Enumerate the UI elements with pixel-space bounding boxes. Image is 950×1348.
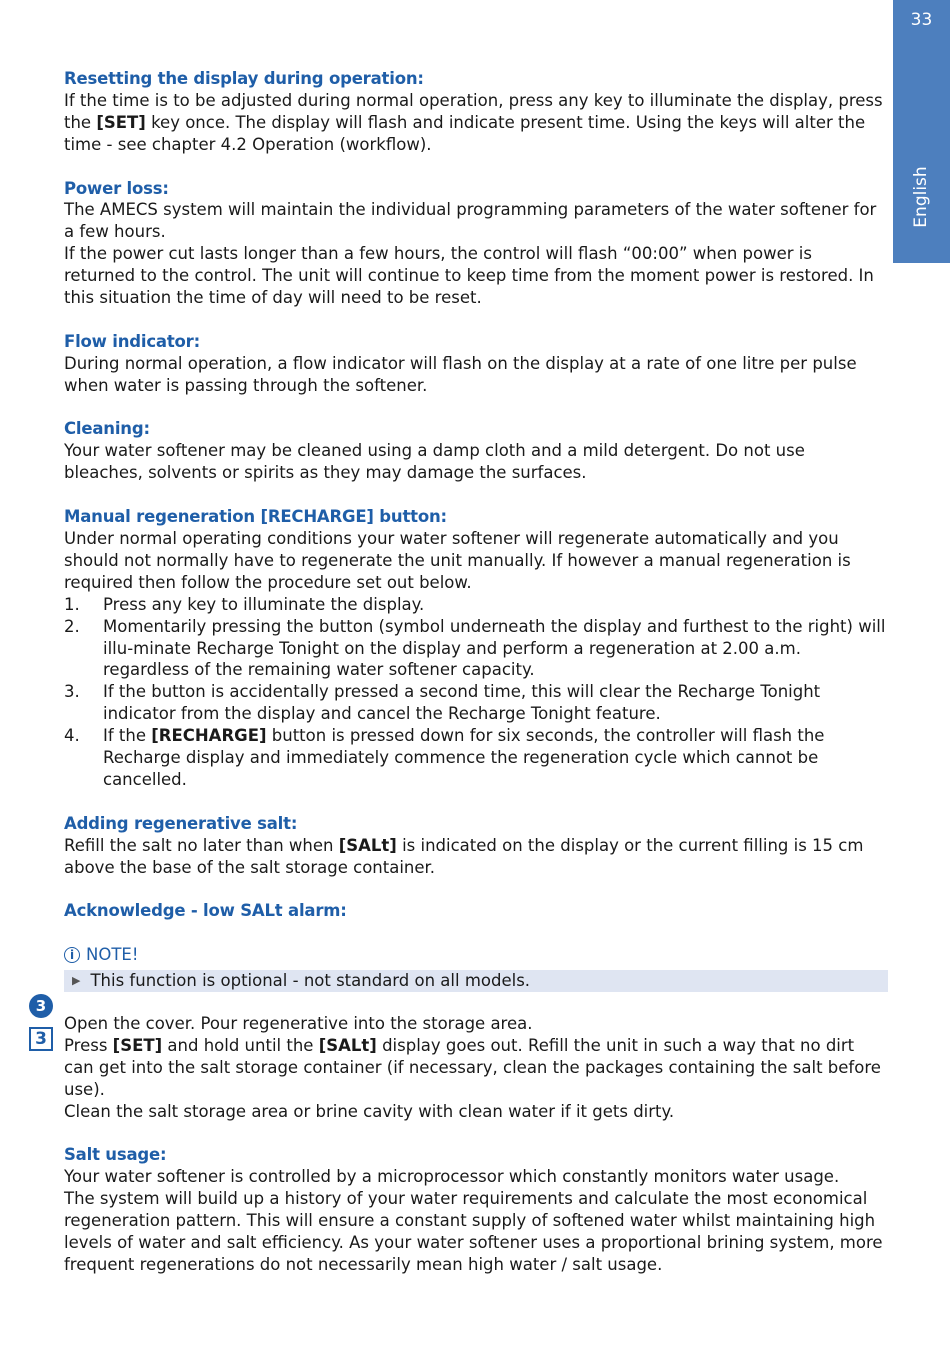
- key-label: [SALt]: [318, 1035, 377, 1055]
- section-cleaning: [64, 418, 888, 484]
- step-text: button is pressed down for six seconds, the controller will flash the Recharge display and immediately commence the regeneration cycle which cannot be cancelled.: [103, 726, 825, 789]
- note-header: [64, 944, 888, 966]
- paragraph: During normal operation, a flow indicator will flash on the display at a rate of one litre per pulse when water is passing through the softener.: [64, 353, 857, 395]
- step-badge-square: 3: [29, 1027, 53, 1051]
- note-label: NOTE!: [86, 945, 139, 965]
- paragraph: [64, 1035, 888, 1101]
- step-text: If the: [103, 726, 152, 746]
- section-power-loss: [64, 178, 888, 309]
- step-text: Press any key to illuminate the display.: [103, 594, 425, 614]
- text: key once. The display will flash and indicate present time. Using the keys will alter the time - see chapter 4.2 Operation (workflow).: [64, 112, 866, 154]
- paragraph: Your water softener may be cleaned using a damp cloth and a mild detergent. Do not use bleaches, solvents or spirits as they may damage the surfaces.: [64, 441, 805, 483]
- step-number: 4.: [64, 726, 80, 746]
- section-heading: Resetting the display during operation:: [64, 69, 424, 88]
- section-adding-salt: [64, 813, 888, 879]
- step-number: 1.: [64, 594, 80, 614]
- section-acknowledge: [64, 900, 888, 1122]
- key-label: [SALt]: [338, 835, 397, 855]
- info-icon: i: [64, 947, 80, 963]
- list-item: [64, 681, 888, 725]
- section-salt-usage: [64, 1144, 888, 1275]
- text: Refill the salt no later than when: [64, 835, 339, 855]
- paragraph: Your water softener is controlled by a microprocessor which constantly monitors water usage.: [64, 1167, 840, 1187]
- list-item: [64, 594, 888, 616]
- page-content: [64, 68, 888, 1298]
- key-label: [RECHARGE]: [151, 726, 267, 746]
- procedure-list: [64, 594, 888, 791]
- section-heading: Cleaning:: [64, 419, 150, 439]
- paragraph: [64, 90, 888, 156]
- section-resetting: [64, 68, 888, 156]
- note-box: [64, 970, 888, 992]
- section-heading: Adding regenerative salt:: [64, 813, 298, 833]
- step-text: If the button is accidentally pressed a second time, this will clear the Recharge Tonight indicator from the display and cancel the Recharge Tonight feature.: [103, 682, 821, 724]
- paragraph: [64, 835, 888, 879]
- text: is indicated on the display or the current filling is 15 cm above the base of the salt storage container.: [64, 835, 864, 877]
- paragraph: The system will build up a history of your water requirements and calculate the most economical regeneration pattern. This will ensure a constant supply of softened water whilst maintaining high levels of water and salt efficiency. As your water softener uses a proportional brining system, more frequent regenerations do not necessarily mean high water / salt usage.: [64, 1189, 883, 1274]
- key-label: [SET]: [96, 112, 146, 132]
- section-heading: Power loss:: [64, 178, 169, 198]
- section-heading: Flow indicator:: [64, 331, 200, 351]
- note-text: This function is optional - not standard on all models.: [90, 971, 531, 991]
- text: Press: [64, 1035, 113, 1055]
- section-heading: Salt usage:: [64, 1145, 167, 1165]
- step-badge-circle: 3: [29, 994, 53, 1018]
- paragraph: Under normal operating conditions your water softener will regenerate automatically and you should not normally have to regenerate the unit manually. If however a manual regeneration is required then follow the procedure set out below.: [64, 528, 851, 592]
- section-heading: Manual regeneration [RECHARGE] button:: [64, 507, 447, 527]
- language-label: English: [911, 166, 931, 228]
- section-manual-regeneration: [64, 506, 888, 791]
- text: and hold until the: [162, 1035, 319, 1055]
- page-number: 33: [910, 10, 933, 30]
- paragraph: Open the cover. Pour regenerative into the storage area.: [64, 1014, 533, 1034]
- paragraph: The AMECS system will maintain the individual programming parameters of the water softener for a few hours.: [64, 200, 877, 242]
- list-item: [64, 725, 888, 791]
- paragraph: Clean the salt storage area or brine cavity with clean water if it gets dirty.: [64, 1101, 675, 1121]
- text: If the time is to be adjusted during normal operation, press any key to illuminate the display, press the: [64, 90, 883, 132]
- section-heading: Acknowledge - low SALt alarm:: [64, 901, 347, 921]
- list-item: [64, 616, 888, 682]
- paragraph: If the power cut lasts longer than a few hours, the control will flash “00:00” when power is returned to the control. The unit will continue to keep time from the moment power is restored. In this situation the time of day will need to be reset.: [64, 244, 874, 308]
- step-number: 3.: [64, 682, 80, 702]
- triangle-right-icon: ▶: [72, 974, 81, 988]
- key-label: [SET]: [112, 1035, 163, 1055]
- section-flow-indicator: [64, 331, 888, 397]
- step-text: Momentarily pressing the button (symbol underneath the display and furthest to the right) will illu-minate Recharge Tonight on the display and perform a regeneration at 2.00 a.m. regardless of the remaining water softener capacity.: [103, 616, 886, 680]
- text: display goes out. Refill the unit in such a way that no dirt can get into the salt storage container (if necessary, clean the packages containing the salt before use).: [64, 1035, 881, 1099]
- step-number: 2.: [64, 616, 80, 636]
